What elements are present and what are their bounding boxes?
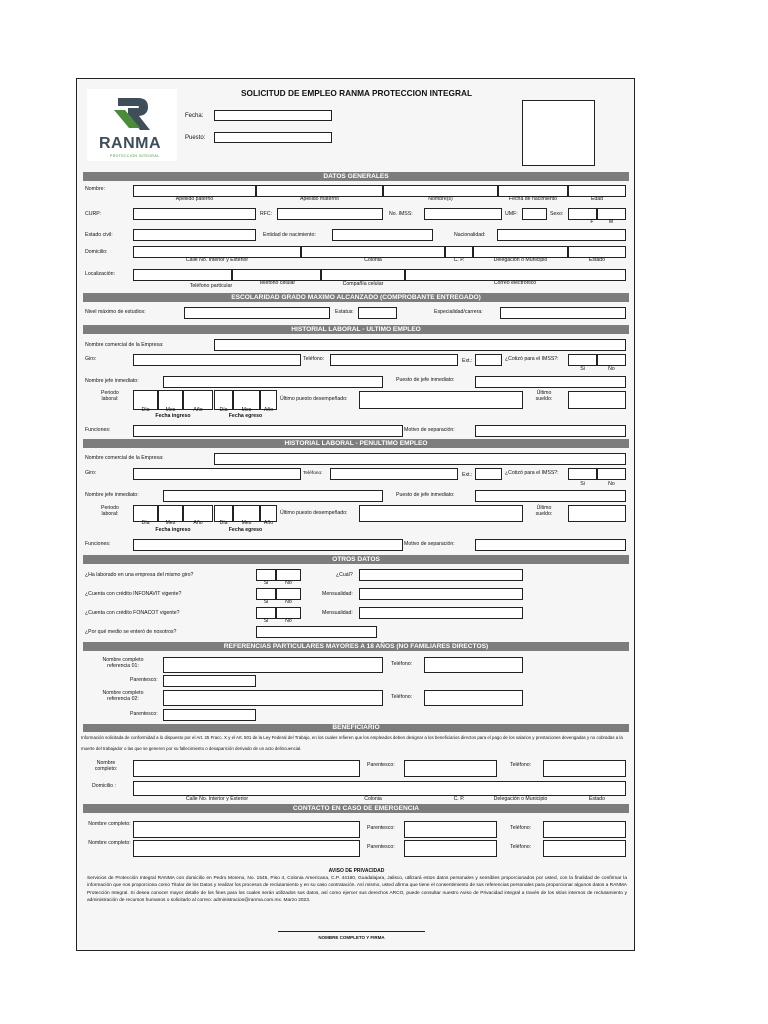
cotizo-no-caption: No xyxy=(608,366,615,372)
giro2-input[interactable] xyxy=(133,468,301,480)
ingreso2-dia-caption: Día xyxy=(141,520,150,526)
ext-label: Ext.: xyxy=(462,358,473,364)
ext-input[interactable] xyxy=(475,354,502,366)
ultimo-sueldo-label: Último sueldo: xyxy=(535,390,553,402)
fecha-ingreso2-caption: Fecha ingreso xyxy=(155,527,191,533)
beneficiario-legal-text: Información solicitada de conformidad a lo dispuesto por el Art. 25 Fracc. X y el Art. 501 de la Ley Federal del Trabajo, en los cuales refieren que los empleados deben designar a los beneficiarios directos para el pago de los salarios y prestaciones devengadas y no cobradas a la muerte del trabajador o las que se generen por su fallecimiento o desaparición derivado de un acto delincuencial. xyxy=(81,735,623,751)
umf-input[interactable] xyxy=(522,208,547,220)
emergencia2-nombre-label: Nombre completo: xyxy=(88,840,131,846)
aviso-privacidad-text: Servicios de Protección Integral RANMA con domicilio en Pedro Moreno, No. 1545, Piso 4, Colonia Americana, C.P. 44160, Guadalajara, Jalisco, utilizará estos datos personales y sensibles proporcionados por usted, con la finalidad de confirmar la información que nos proporciona como Titular de los Datos y realizar los procesos de reclutamiento y en su caso contratación. Así mismo, usted afirma que tiene el consentimiento de sus referencias personales para proporcionar algunos datos a RANMA Protección Integral. Si desea conocer mayor detalle de los fines para los cuales serán utilizados sus datos, así como ejercer sus derechos ARCO, puede consultar nuestro Aviso de Privacidad integral a través de los sitios internos de reclutamiento y administración de recursos humanos o solicitarlo al correo: administracion@ranma.com.mx. Marzo 2023. xyxy=(87,876,627,904)
q-medio: ¿Por qué medio se enteró de nosotros? xyxy=(85,629,177,635)
emergencia1-telefono-label: Teléfono: xyxy=(510,825,532,831)
beneficiario-estado-caption: Estado xyxy=(588,796,606,802)
beneficiario-calle-caption: Calle No. Interior y Exterior xyxy=(185,796,249,802)
section-ultimo-empleo: HISTORIAL LABORAL - ULTIMO EMPLEO xyxy=(83,325,629,334)
application-form xyxy=(76,78,635,951)
telefono2-label: Teléfono: xyxy=(303,471,323,476)
cotizo2-label: ¿Cotizó para el IMSS?: xyxy=(505,470,559,476)
ultimo-puesto-input[interactable] xyxy=(359,391,523,409)
emergencia1-nombre-input[interactable] xyxy=(133,821,360,838)
infonavit-mensualidad-input[interactable] xyxy=(359,588,523,600)
cotizo2-si-caption: Si xyxy=(580,481,585,487)
motivo2-input[interactable] xyxy=(475,539,626,551)
cotizo2-si-box[interactable] xyxy=(568,468,597,480)
motivo2-label: Motivo de separación: xyxy=(404,541,455,547)
section-referencias: REFERENCIAS PARTICULARES MAYORES A 18 AÑOS (NO FAMILIARES DIRECTOS) xyxy=(83,642,629,651)
imss-input[interactable] xyxy=(424,208,502,220)
delegacion-caption: Delegación o Municipio xyxy=(493,257,548,263)
ext2-input[interactable] xyxy=(475,468,502,480)
infonavit-mensualidad-label: Mensualidad: xyxy=(322,591,353,597)
referencia02-parentesco-label: Parentesco: xyxy=(130,711,158,717)
referencia01-telefono-label: Teléfono: xyxy=(391,661,413,667)
periodo2-label: Periodo laboral: xyxy=(101,505,119,517)
especialidad-input[interactable] xyxy=(500,307,626,319)
form-title: SOLICITUD DE EMPLEO RANMA PROTECCION INTEGRAL xyxy=(240,88,473,98)
fonacot-si-caption: Si xyxy=(263,618,269,624)
estado-caption: Estado xyxy=(588,257,606,263)
calle-caption: Calle No. Interior y Exterior xyxy=(185,257,249,263)
photo-box[interactable] xyxy=(522,100,595,166)
motivo-label: Motivo de separación: xyxy=(404,427,455,433)
ingreso-dia-caption: Día xyxy=(141,407,150,413)
empresa-input[interactable] xyxy=(214,339,626,351)
section-beneficiario: BENEFICIARIO xyxy=(83,724,629,732)
colonia-caption: Colonia xyxy=(364,257,382,263)
apellido-materno-caption: Apellido materno xyxy=(300,196,339,202)
cotizo2-no-caption: No xyxy=(608,481,615,487)
compania-caption: Compañía celular xyxy=(342,281,384,287)
sexo-f-caption: F xyxy=(590,219,594,225)
cual-label: ¿Cuál? xyxy=(336,572,353,578)
section-otros-datos: OTROS DATOS xyxy=(83,555,629,564)
mismo-giro-si-caption: Si xyxy=(263,580,269,586)
telefono2-input[interactable] xyxy=(330,468,458,480)
telefono-input[interactable] xyxy=(330,354,458,366)
giro-input[interactable] xyxy=(133,354,301,366)
ranma-logo xyxy=(87,89,177,161)
ultimo-sueldo2-input[interactable] xyxy=(568,505,626,522)
fonacot-no-caption: No xyxy=(285,618,292,624)
ranma-logo-mark-icon xyxy=(112,94,152,132)
puesto-jefe-label: Puesto de jefe inmediato: xyxy=(396,377,455,383)
beneficiario-cp-caption: C. P. xyxy=(453,796,465,802)
curp-label: CURP: xyxy=(85,211,102,217)
puesto-label: Puesto: xyxy=(185,135,206,141)
emergencia1-nombre-label: Nombre completo: xyxy=(88,821,131,827)
nivel-estudios-input[interactable] xyxy=(184,307,330,319)
jefe2-input[interactable] xyxy=(163,490,383,502)
egreso2-dia-caption: Día xyxy=(219,520,228,526)
rfc-label: RFC: xyxy=(260,211,273,217)
imss-label: No. IMSS: xyxy=(389,211,413,217)
ultimo-puesto-label: Último puesto desempeñado: xyxy=(280,396,348,402)
nivel-estudios-label: Nivel máximo de estudios: xyxy=(85,309,146,315)
empresa-label: Nombre comercial de la Empresa: xyxy=(85,342,164,348)
umf-label: UMF: xyxy=(505,211,518,217)
emergencia2-telefono-input[interactable] xyxy=(543,840,626,857)
referencia02-parentesco-input[interactable] xyxy=(163,709,256,721)
signature-caption: NOMBRE COMPLETO Y FIRMA xyxy=(318,935,385,940)
referencia01-parentesco-input[interactable] xyxy=(163,675,256,687)
funciones2-input[interactable] xyxy=(133,539,403,551)
emergencia1-parentesco-label: Parentesco: xyxy=(367,825,395,831)
section-penultimo-empleo: HISTORIAL LABORAL - PENULTIMO EMPLEO xyxy=(83,439,629,448)
funciones2-label: Funciones: xyxy=(85,541,111,547)
cp-caption: C. P. xyxy=(453,257,465,263)
localizacion-label: Localización: xyxy=(85,271,115,277)
cotizo-si-caption: Si xyxy=(580,366,585,372)
puesto-input[interactable] xyxy=(214,132,332,143)
fecha-input[interactable] xyxy=(214,110,332,121)
emergencia1-telefono-input[interactable] xyxy=(543,821,626,838)
beneficiario-domicilio-label: Domicilio : xyxy=(92,783,116,789)
funciones-input[interactable] xyxy=(133,425,403,437)
periodo-label: Periodo laboral: xyxy=(101,390,119,402)
compania-celular-input[interactable] xyxy=(321,269,405,281)
referencia02-telefono-label: Teléfono: xyxy=(391,694,413,700)
entidad-nacimiento-input[interactable] xyxy=(332,229,433,241)
fecha-egreso2-caption: Fecha egreso xyxy=(228,527,263,533)
referencia01-telefono-input[interactable] xyxy=(424,657,523,673)
empresa2-label: Nombre comercial de la Empresa: xyxy=(85,455,164,461)
correo-caption: Correo electrónico xyxy=(493,280,537,286)
q-fonacot: ¿Cuenta con crédito FONACOT vigente? xyxy=(85,610,180,616)
referencia01-label: Nombre completo referencia 01: xyxy=(102,657,144,669)
referencia02-label: Nombre completo referencia 02: xyxy=(102,690,144,702)
sexo-m-caption: M xyxy=(608,219,614,225)
egreso2-ano-caption: Año xyxy=(263,520,274,526)
jefe-input[interactable] xyxy=(163,376,383,388)
estatus-input[interactable] xyxy=(358,307,397,319)
nacionalidad-label: Nacionalidad: xyxy=(454,232,486,238)
mismo-giro-no-caption: No xyxy=(285,580,292,586)
estado-civil-input[interactable] xyxy=(133,229,256,241)
egreso2-mes-caption: Mes xyxy=(241,520,252,526)
fonacot-mensualidad-label: Mensualidad: xyxy=(322,610,353,616)
beneficiario-colonia-caption: Colonia xyxy=(364,796,382,802)
telefono-particular-caption: Teléfono particular xyxy=(189,283,233,289)
nombre-label: Nombre: xyxy=(85,186,105,192)
nombres-caption: Nombre(s) xyxy=(428,196,453,202)
beneficiario-telefono-input[interactable] xyxy=(543,760,626,777)
cotizo2-no-box[interactable] xyxy=(597,468,626,480)
fonacot-mensualidad-input[interactable] xyxy=(359,607,523,619)
ingreso2-ano-caption: Año xyxy=(193,520,203,526)
section-datos-generales: DATOS GENERALES xyxy=(83,172,629,181)
beneficiario-nombre-input[interactable] xyxy=(133,760,360,777)
ultimo-sueldo2-label: Último sueldo: xyxy=(535,505,553,517)
referencia01-nombre-input[interactable] xyxy=(163,657,383,673)
infonavit-si-caption: Si xyxy=(263,599,269,605)
cotizo-label: ¿Cotizó para el IMSS?: xyxy=(505,356,559,362)
section-escolaridad: ESCOLARIDAD GRADO MAXIMO ALCANZADO (COMPROBANTE ENTREGADO) xyxy=(83,293,629,302)
puesto-jefe-input[interactable] xyxy=(475,376,626,388)
referencia01-parentesco-label: Parentesco: xyxy=(130,677,158,683)
q-infonavit: ¿Cuenta con crédito INFONAVIT vigente? xyxy=(85,591,182,597)
jefe-label: Nombre jefe inmediato: xyxy=(85,378,139,384)
logo-wordmark: RANMA xyxy=(99,135,162,152)
beneficiario-telefono-label: Teléfono: xyxy=(510,762,532,768)
egreso-dia-caption: Día xyxy=(219,407,228,413)
puesto-jefe2-label: Puesto de jefe inmediato: xyxy=(396,492,455,498)
egreso-ano-caption: Año xyxy=(263,407,274,413)
emergencia1-parentesco-input[interactable] xyxy=(404,821,497,838)
nacionalidad-input[interactable] xyxy=(497,229,626,241)
estado-civil-label: Estado civil: xyxy=(85,232,113,238)
emergencia2-nombre-input[interactable] xyxy=(133,840,360,857)
apellido-paterno-caption: Apellido paterno xyxy=(175,196,214,202)
beneficiario-parentesco-label: Parentesco: xyxy=(367,762,395,768)
ingreso2-mes-caption: Mes xyxy=(165,520,176,526)
jefe2-label: Nombre jefe inmediato: xyxy=(85,492,139,498)
ext2-label: Ext.: xyxy=(462,472,473,478)
emergencia2-parentesco-input[interactable] xyxy=(404,840,497,857)
telefono-celular-caption: Teléfono celular xyxy=(258,280,296,286)
egreso-mes-caption: Mes xyxy=(241,407,252,413)
beneficiario-domicilio-input[interactable] xyxy=(133,781,626,796)
aviso-privacidad-title: AVISO DE PRIVACIDAD xyxy=(328,868,385,874)
emergencia2-parentesco-label: Parentesco: xyxy=(367,844,395,850)
rfc-input[interactable] xyxy=(277,208,383,220)
entidad-nacimiento-label: Entidad de nacimiento: xyxy=(263,232,316,238)
ingreso-mes-caption: Mes xyxy=(165,407,176,413)
ultimo-sueldo-input[interactable] xyxy=(568,391,626,409)
fecha-egreso-caption: Fecha egreso xyxy=(228,413,263,419)
beneficiario-delegacion-caption: Delegación o Municipio xyxy=(493,796,548,802)
beneficiario-nombre-label: Nombre completo: xyxy=(94,760,118,772)
ultimo-puesto2-label: Último puesto desempeñado: xyxy=(280,510,348,516)
beneficiario-parentesco-input[interactable] xyxy=(404,760,497,777)
ultimo-puesto2-input[interactable] xyxy=(359,505,523,522)
empresa2-input[interactable] xyxy=(214,453,626,465)
cotizo-si-box[interactable] xyxy=(568,354,597,366)
funciones-label: Funciones: xyxy=(85,427,111,433)
infonavit-no-caption: No xyxy=(285,599,292,605)
telefono-label: Teléfono: xyxy=(303,356,325,362)
signature-line xyxy=(278,931,425,932)
logo-tagline: PROTECCIÓN INTEGRAL xyxy=(110,154,160,158)
medio-input[interactable] xyxy=(256,626,377,638)
especialidad-label: Especialidad/carrera: xyxy=(434,309,483,315)
q-mismo-giro: ¿Ha laborado en una empresa del mismo giro? xyxy=(85,572,194,578)
curp-input[interactable] xyxy=(133,208,256,220)
puesto-jefe2-input[interactable] xyxy=(475,490,626,502)
emergencia2-telefono-label: Teléfono: xyxy=(510,844,532,850)
cual-input[interactable] xyxy=(359,569,523,581)
referencia02-telefono-input[interactable] xyxy=(424,690,523,706)
referencia02-nombre-input[interactable] xyxy=(163,690,383,706)
domicilio-label: Domicilio: xyxy=(85,249,108,255)
motivo-input[interactable] xyxy=(475,425,626,437)
giro2-label: Giro: xyxy=(85,470,97,476)
fecha-label: Fecha: xyxy=(185,113,204,119)
sexo-label: Sexo: xyxy=(550,211,564,217)
giro-label: Giro: xyxy=(85,356,97,362)
ingreso-ano-caption: Año xyxy=(193,407,203,413)
telefono-particular-input[interactable] xyxy=(133,269,232,281)
edad-caption: Edad xyxy=(590,196,604,202)
fecha-nacimiento-caption: Fecha de nacimiento xyxy=(508,196,558,202)
estatus-label: Estatus: xyxy=(335,309,354,315)
fecha-ingreso-caption: Fecha ingreso xyxy=(155,413,191,419)
cotizo-no-box[interactable] xyxy=(597,354,626,366)
section-emergencia: CONTACTO EN CASO DE EMERGENCIA xyxy=(83,804,629,813)
